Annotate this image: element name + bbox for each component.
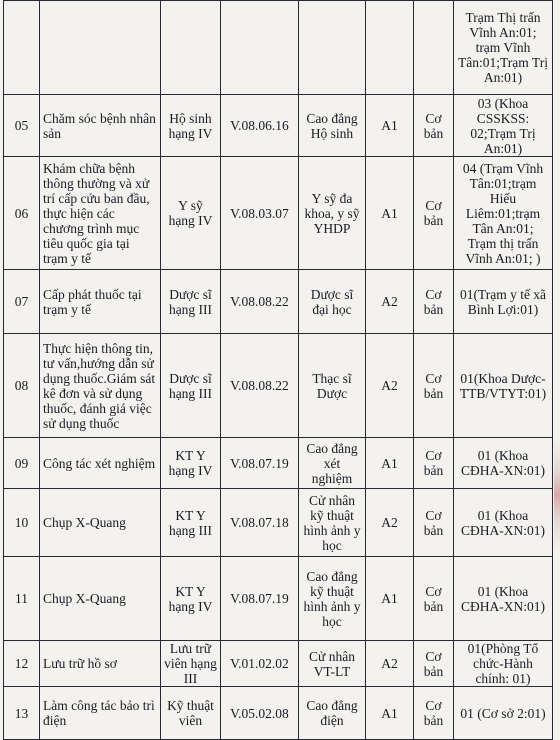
cell-code [221,1,299,95]
cell-location: 01(Phòng Tổ chức-Hành chính: 01) [454,641,553,687]
table-row [4,438,553,489]
cell-rank: Hộ sinh hạng IV [161,95,221,157]
cell-task: Chăm sóc bệnh nhân sản [40,95,161,157]
cell-qualification: Cử nhân kỹ thuật hình ảnh y học [299,489,366,557]
cell-no: 07 [4,270,40,334]
positions-table [3,0,553,740]
cell-level: A1 [366,687,414,740]
cell-code: V.08.06.16 [221,95,299,157]
cell-rank: KT Y hạng III [161,489,221,557]
cell-code: V.08.07.19 [221,438,299,489]
cell-code: V.08.07.19 [221,557,299,641]
cell-level [366,1,414,95]
cell-rank: Lưu trữ viên hạng III [161,641,221,687]
table-row [4,641,553,687]
cell-task: Lưu trữ hồ sơ [40,641,161,687]
cell-task: Chụp X-Quang [40,489,161,557]
cell-location: 01 (Khoa CĐHA-XN:01) [454,489,553,557]
cell-no: 13 [4,687,40,740]
cell-level: A2 [366,334,414,438]
cell-code: V.05.02.08 [221,687,299,740]
cell-location: 04 (Trạm Vĩnh Tân:01;trạm Hiếu Liêm:01;trạm Tân An:01; Trạm thị trấn Vĩnh An:01; ) [454,157,553,270]
table-row [4,334,553,438]
cell-type: Cơ bản [414,334,454,438]
table-row [4,1,553,95]
cell-no: 09 [4,438,40,489]
cell-type: Cơ bản [414,157,454,270]
cell-qualification: Cử nhân VT-LT [299,641,366,687]
cell-code: V.01.02.02 [221,641,299,687]
cell-level: A1 [366,557,414,641]
cell-rank [161,1,221,95]
cell-code: V.08.08.22 [221,270,299,334]
cell-task [40,1,161,95]
cell-level: A1 [366,438,414,489]
cell-qualification: Y sỹ đa khoa, y sỹ YHDP [299,157,366,270]
cell-location: 01(Khoa Dược-TTB/VTYT:01) [454,334,553,438]
cell-level: A2 [366,270,414,334]
cell-rank: Dược sĩ hạng III [161,270,221,334]
cell-qualification [299,1,366,95]
cell-type [414,1,454,95]
cell-type: Cơ bản [414,95,454,157]
cell-no: 11 [4,557,40,641]
cell-level: A2 [366,641,414,687]
cell-type: Cơ bản [414,270,454,334]
cell-task: Chụp X-Quang [40,557,161,641]
cell-task: Làm công tác bảo trì điện [40,687,161,740]
cell-location: 01 (Khoa CĐHA-XN:01) [454,557,553,641]
cell-code: V.08.08.22 [221,334,299,438]
cell-location: 03 (Khoa CSSKSS: 02;Trạm Trị An:01) [454,95,553,157]
cell-type: Cơ bản [414,641,454,687]
cell-type: Cơ bản [414,687,454,740]
table-row [4,557,553,641]
cell-no: 10 [4,489,40,557]
cell-location: 01 (Cơ sở 2:01) [454,687,553,740]
cell-task: Công tác xét nghiệm [40,438,161,489]
cell-location: Trạm Thị trấn Vĩnh An:01; trạm Vĩnh Tân:01;Trạm Trị An:01) [454,1,553,95]
table-row [4,270,553,334]
cell-code: V.08.03.07 [221,157,299,270]
cell-rank: Dược sĩ hạng III [161,334,221,438]
cell-level: A1 [366,95,414,157]
table-row [4,489,553,557]
cell-no: 06 [4,157,40,270]
cell-no: 08 [4,334,40,438]
cell-type: Cơ bản [414,438,454,489]
cell-location: 01(Trạm y tế xã Bình Lợi:01) [454,270,553,334]
cell-qualification: Cao đẳng Hộ sinh [299,95,366,157]
cell-rank: KT Y hạng IV [161,557,221,641]
cell-task: Khám chữa bệnh thông thường và xử trí cấp cứu ban đầu, thực hiện các chương trình mục tiêu quốc gia tại trạm y tế [40,157,161,270]
cell-no: 12 [4,641,40,687]
table-row [4,95,553,157]
cell-qualification: Dược sĩ đại học [299,270,366,334]
cell-task: Thực hiện thông tin, tư vấn,hướng dẫn sử dụng thuốc.Giám sát kê đơn và sử dụng thuốc, đánh giá việc sử dụng thuốc [40,334,161,438]
table-row [4,157,553,270]
cell-location: 01 (Khoa CĐHA-XN:01) [454,438,553,489]
cell-rank: KT Y hạng IV [161,438,221,489]
cell-rank: Y sỹ hạng IV [161,157,221,270]
cell-level: A1 [366,157,414,270]
cell-qualification: Cao đẳng điện [299,687,366,740]
cell-qualification: Cao đẳng kỹ thuật hình ảnh y học [299,557,366,641]
cell-level: A2 [366,489,414,557]
cell-no [4,1,40,95]
cell-type: Cơ bản [414,489,454,557]
cell-rank: Kỹ thuật viên [161,687,221,740]
table-row [4,687,553,740]
cell-qualification: Thạc sĩ Dược [299,334,366,438]
cell-code: V.08.07.18 [221,489,299,557]
scan-edge-mark [554,440,560,550]
cell-type: Cơ bản [414,557,454,641]
cell-no: 05 [4,95,40,157]
cell-qualification: Cao đẳng xét nghiệm [299,438,366,489]
cell-task: Cấp phát thuốc tại trạm y tế [40,270,161,334]
